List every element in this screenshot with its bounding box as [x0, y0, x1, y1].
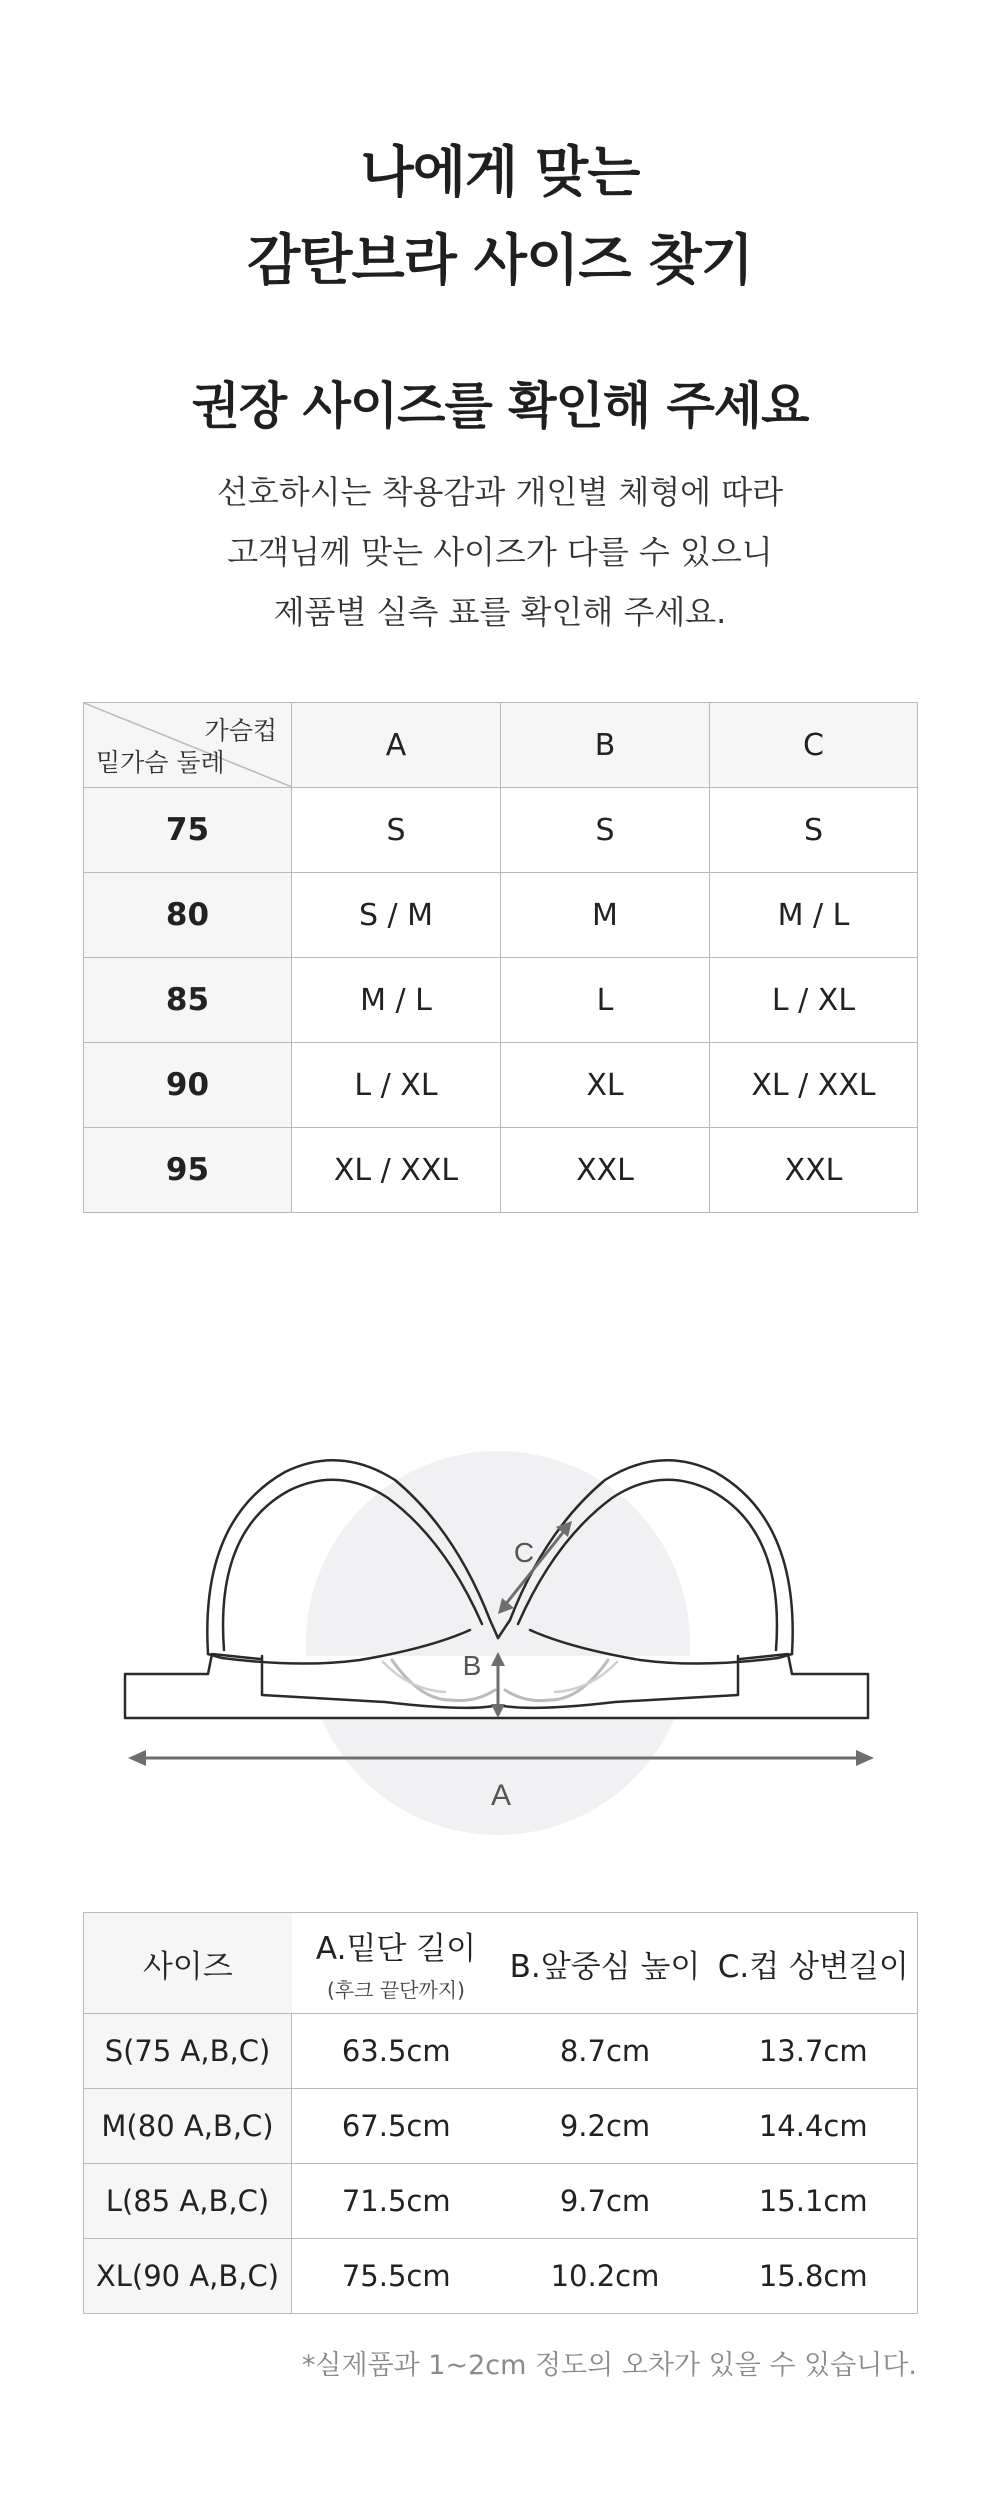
size-cell: L(85 A,B,C): [84, 2164, 292, 2239]
size-cell: M(80 A,B,C): [84, 2089, 292, 2164]
size-cell: XXL: [501, 1128, 710, 1213]
c-cell: 14.4cm: [710, 2089, 918, 2164]
b-cell: 9.7cm: [501, 2164, 710, 2239]
description-line: 제품별 실측 표를 확인해 주세요.: [273, 593, 727, 631]
size-cell: XL / XXL: [292, 1128, 501, 1213]
table-row: [84, 1043, 918, 1128]
header-a: [292, 1913, 501, 2014]
size-cell: L / XL: [292, 1043, 501, 1128]
label-b: B: [462, 1650, 482, 1681]
size-cell: L: [501, 958, 710, 1043]
b-cell: 10.2cm: [501, 2239, 710, 2314]
a-cell: 63.5cm: [292, 2014, 501, 2089]
b-cell: 8.7cm: [501, 2014, 710, 2089]
cup-header-c: C: [710, 703, 918, 788]
size-cell: S / M: [292, 873, 501, 958]
size-cell: S(75 A,B,C): [84, 2014, 292, 2089]
table-row: [84, 788, 918, 873]
table-row: [84, 2014, 918, 2089]
size-cell: XL: [501, 1043, 710, 1128]
size-cell: S: [501, 788, 710, 873]
page-title-line1: 나에게 맞는: [360, 140, 640, 204]
header-c: C.컵 상변길이: [710, 1913, 918, 2014]
cup-header-b: B: [501, 703, 710, 788]
size-cell: M / L: [710, 873, 918, 958]
header-b: B.앞중심 높이: [501, 1913, 710, 2014]
table-header-row: [84, 1913, 918, 2014]
size-cell: XL / XXL: [710, 1043, 918, 1128]
size-recommendation-table: [83, 702, 918, 1213]
size-cell: M / L: [292, 958, 501, 1043]
description-line: 고객님께 맞는 사이즈가 다를 수 있으니: [227, 533, 773, 571]
band-cell: 90: [84, 1043, 292, 1128]
page-title-line2: 감탄브라 사이즈 찾기: [247, 228, 753, 292]
cup-header-a: A: [292, 703, 501, 788]
size-cell: L / XL: [710, 958, 918, 1043]
a-cell: 75.5cm: [292, 2239, 501, 2314]
background-circle: [306, 1451, 690, 1835]
size-cell: XL(90 A,B,C): [84, 2239, 292, 2314]
section-subtitle: 권장 사이즈를 확인해 주세요: [191, 377, 809, 435]
header-a-label: A.밑단 길이: [315, 1931, 477, 1967]
a-cell: 71.5cm: [292, 2164, 501, 2239]
table-row: [84, 2164, 918, 2239]
size-cell: S: [292, 788, 501, 873]
size-cell: S: [710, 788, 918, 873]
description-line: 선호하시는 착용감과 개인별 체형에 따라: [216, 473, 784, 511]
size-cell: M: [501, 873, 710, 958]
cup-axis-label: 가슴컵: [204, 716, 277, 745]
c-cell: 15.8cm: [710, 2239, 918, 2314]
table-header-row: [84, 703, 918, 788]
table-row: [84, 2089, 918, 2164]
bra-measurement-diagram: [0, 1400, 1000, 1850]
label-a: A: [490, 1779, 512, 1812]
a-cell: 67.5cm: [292, 2089, 501, 2164]
footnote: *실제품과 1~2cm 정도의 오차가 있을 수 있습니다.: [301, 2350, 917, 2381]
table-row: [84, 958, 918, 1043]
c-cell: 15.1cm: [710, 2164, 918, 2239]
header-a-sublabel: (후크 끝단까지): [327, 1978, 465, 2002]
table-row: [84, 1128, 918, 1213]
b-cell: 9.2cm: [501, 2089, 710, 2164]
label-c: C: [513, 1537, 535, 1568]
description: [0, 462, 1000, 642]
c-cell: 13.7cm: [710, 2014, 918, 2089]
table-row: [84, 873, 918, 958]
measurement-table: [83, 1912, 918, 2314]
corner-header-cell: [84, 703, 292, 788]
band-cell: 95: [84, 1128, 292, 1213]
table-row: [84, 2239, 918, 2314]
band-cell: 75: [84, 788, 292, 873]
band-cell: 80: [84, 873, 292, 958]
size-cell: XXL: [710, 1128, 918, 1213]
header-size: 사이즈: [84, 1913, 292, 2014]
band-cell: 85: [84, 958, 292, 1043]
band-axis-label: 밑가슴 둘레: [96, 748, 225, 777]
